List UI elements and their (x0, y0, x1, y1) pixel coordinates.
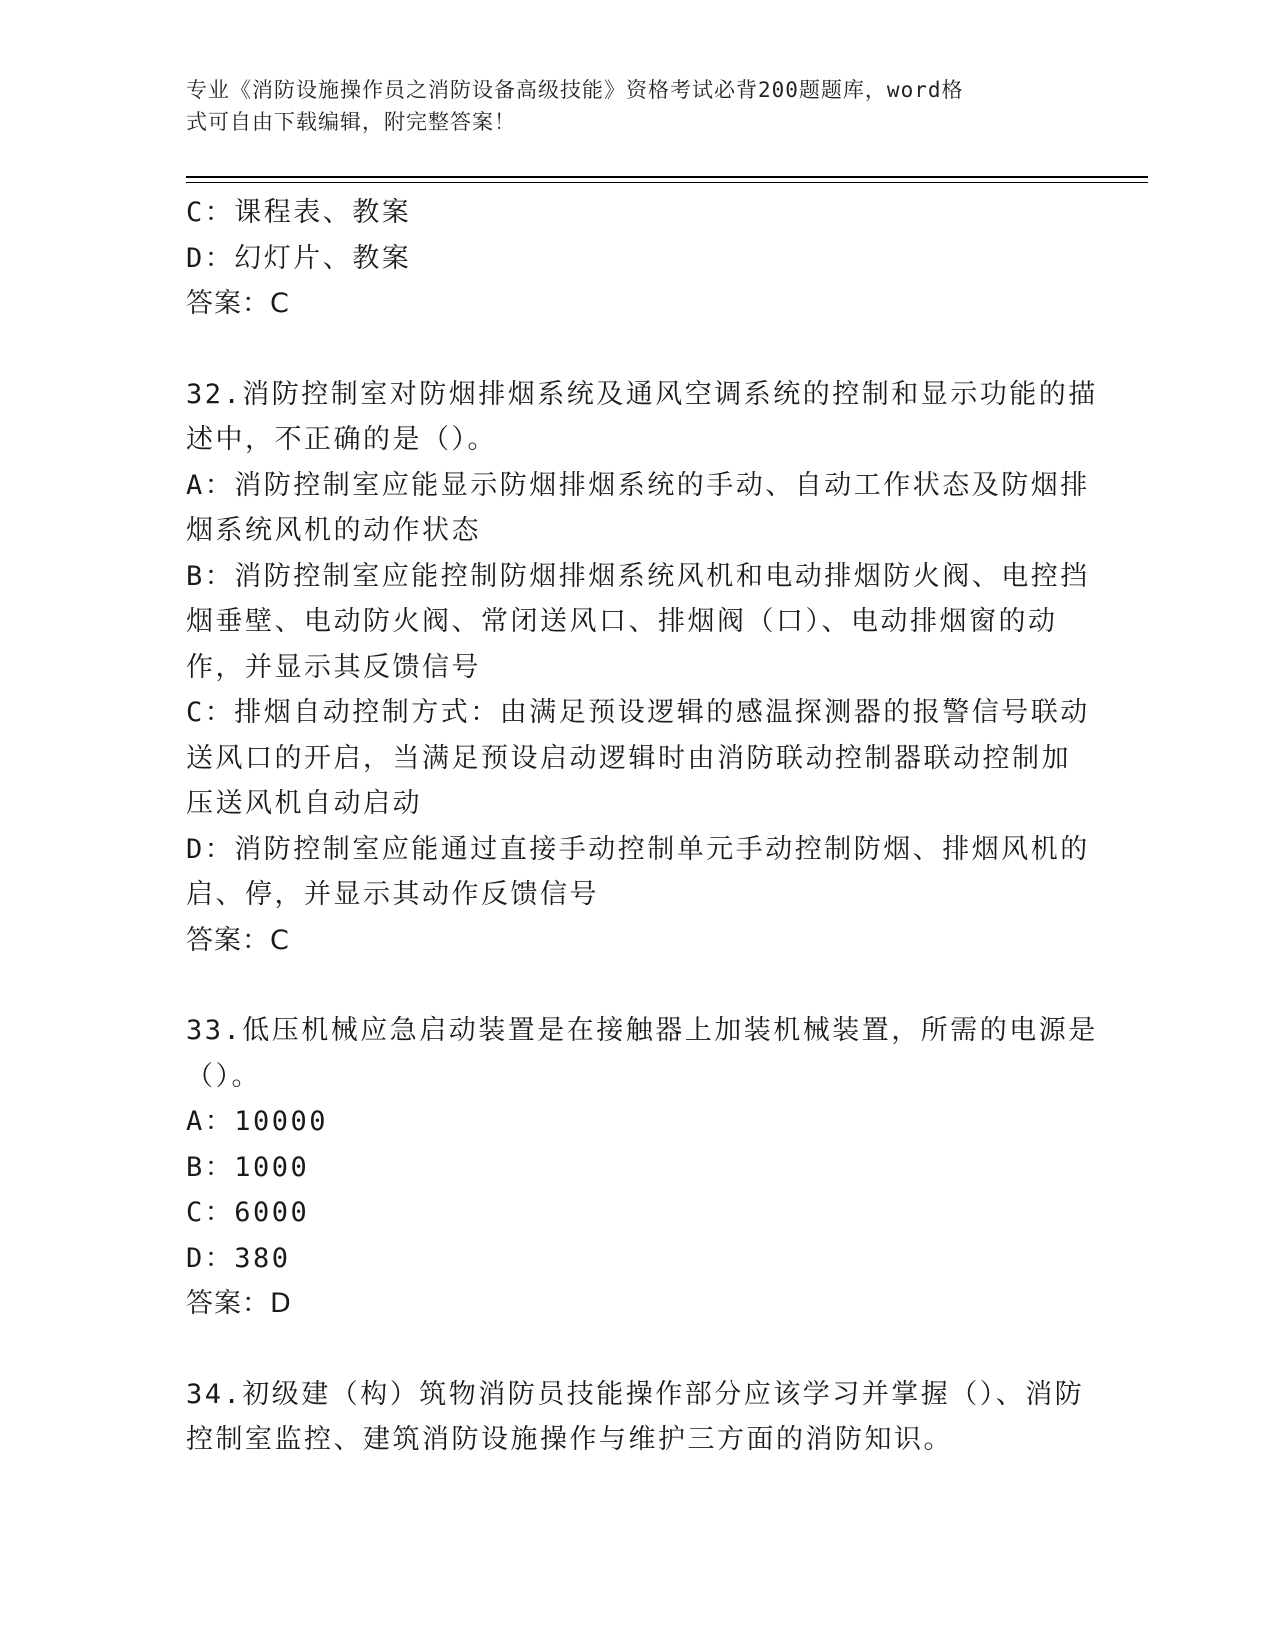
question-gap (186, 327, 1066, 372)
page-header (186, 74, 1066, 138)
answer: 答案：C (186, 924, 290, 956)
question-32 (186, 372, 1098, 964)
option-c-cont: 压送风机自动启动 (186, 788, 422, 819)
header-line: 式可自由下载编辑，附完整答案！ (186, 110, 516, 134)
question-gap (186, 963, 1066, 1008)
question-33 (186, 1008, 1098, 1327)
answer: 答案：C (186, 288, 290, 319)
option-c-cont: 送风口的开启，当满足预设启动逻辑时由消防联动控制器联动控制加 (186, 742, 1071, 774)
option-b: B：消防控制室应能控制防烟排烟系统风机和电动排烟防火阀、电控挡 (186, 560, 1090, 592)
question-text: 33.低压机械应急启动装置是在接触器上加装机械装置，所需的电源是 (186, 1015, 1098, 1046)
option-d-cont: 启、停，并显示其动作反馈信号 (186, 879, 599, 910)
option-d: D：消防控制室应能通过直接手动控制单元手动控制防烟、排烟风机的 (186, 833, 1090, 865)
option-d: D：380 (186, 1242, 291, 1274)
question-text: 控制室监控、建筑消防设施操作与维护三方面的消防知识。 (186, 1424, 953, 1455)
option-c: C：课程表、教案 (186, 197, 412, 228)
option-a: A：10000 (186, 1106, 329, 1137)
option-b-cont: 烟垂壁、电动防火阀、常闭送风口、排烟阀（口）、电动排烟窗的动 (186, 606, 1058, 637)
option-a: A：消防控制室应能显示防烟排烟系统的手动、自动工作状态及防烟排 (186, 469, 1090, 501)
question-text: （）。 (186, 1060, 261, 1092)
option-b-cont: 作，并显示其反馈信号 (186, 651, 481, 683)
option-a-cont: 烟系统风机的动作状态 (186, 515, 481, 546)
question-gap (186, 1327, 1066, 1372)
question-text: 述中，不正确的是（）。 (186, 424, 497, 455)
header-divider (186, 176, 1148, 178)
option-b: B：1000 (186, 1151, 310, 1183)
option-c: C：排烟自动控制方式：由满足预设逻辑的感温探测器的报警信号联动 (186, 697, 1090, 728)
header-line: 专业《消防设施操作员之消防设备高级技能》资格考试必背200题题库，word格 (186, 78, 964, 102)
question-text: 34.初级建（构）筑物消防员技能操作部分应该学习并掌握（）、消防 (186, 1378, 1085, 1410)
question-34 (186, 1372, 1085, 1463)
option-d: D：幻灯片、教案 (186, 242, 412, 274)
question-text: 32.消防控制室对防烟排烟系统及通风空调系统的控制和显示功能的描 (186, 378, 1098, 410)
header-divider-thin (186, 182, 1148, 183)
question-31-continued (186, 190, 1066, 327)
document-body (186, 190, 1098, 1463)
answer: 答案：D (186, 1288, 292, 1319)
option-c: C：6000 (186, 1197, 310, 1228)
